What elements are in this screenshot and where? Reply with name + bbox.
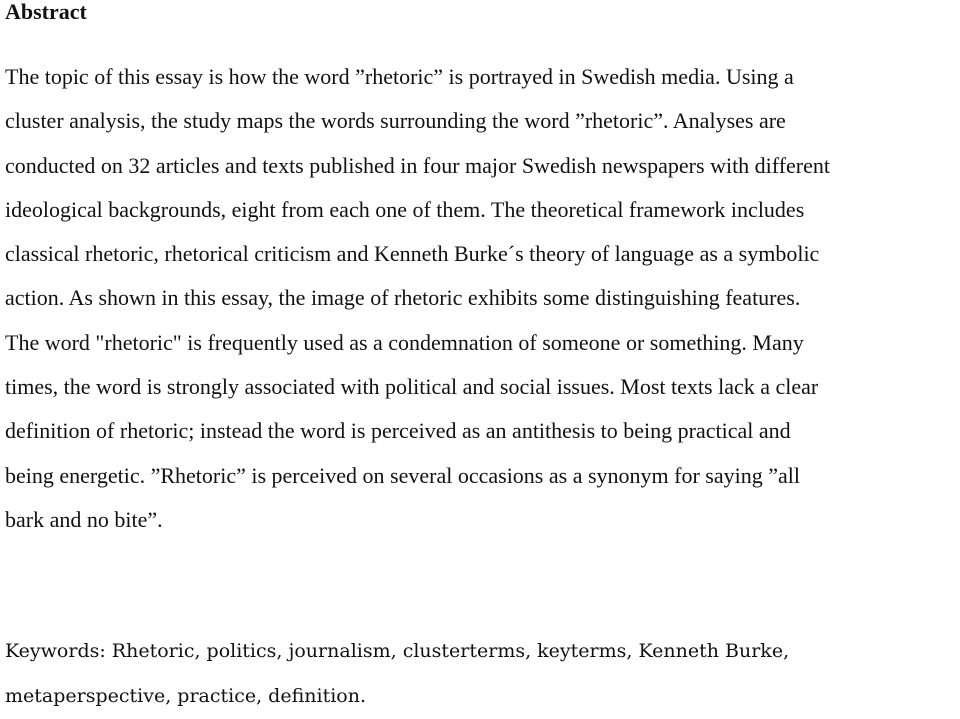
abstract-body <box>5 55 957 542</box>
keywords-paragraph <box>5 629 957 719</box>
keywords-line: metaperspective, practice, definition. <box>5 685 366 707</box>
abstract-line: being energetic. ”Rhetoric” is perceived on several occasions as a synonym for saying ”all <box>5 462 800 488</box>
abstract-line: classical rhetoric, rhetorical criticism and Kenneth Burke´s theory of language as a symbolic <box>5 241 820 267</box>
abstract-line: conducted on 32 articles and texts published in four major Swedish newspapers with different <box>5 152 831 178</box>
abstract-line: The word "rhetoric" is frequently used as a condemnation of someone or something. Many <box>5 329 804 355</box>
abstract-heading: Abstract <box>5 0 87 24</box>
abstract-line: cluster analysis, the study maps the words surrounding the word ”rhetoric”. Analyses are <box>5 108 786 134</box>
abstract-line: definition of rhetoric; instead the word is perceived as an antithesis to being practical and <box>5 418 791 444</box>
abstract-line: bark and no bite”. <box>5 506 163 532</box>
abstract-line: action. As shown in this essay, the image of rhetoric exhibits some distinguishing features. <box>5 285 801 311</box>
abstract-line: The topic of this essay is how the word ”rhetoric” is portrayed in Swedish media. Using a <box>5 64 794 89</box>
keywords-line: Keywords: Rhetoric, politics, journalism, clusterterms, keyterms, Kenneth Burke, <box>5 640 790 662</box>
abstract-line: ideological backgrounds, eight from each one of them. The theoretical framework includes <box>5 196 805 222</box>
abstract-line: times, the word is strongly associated with political and social issues. Most texts lack a clear <box>5 374 819 400</box>
